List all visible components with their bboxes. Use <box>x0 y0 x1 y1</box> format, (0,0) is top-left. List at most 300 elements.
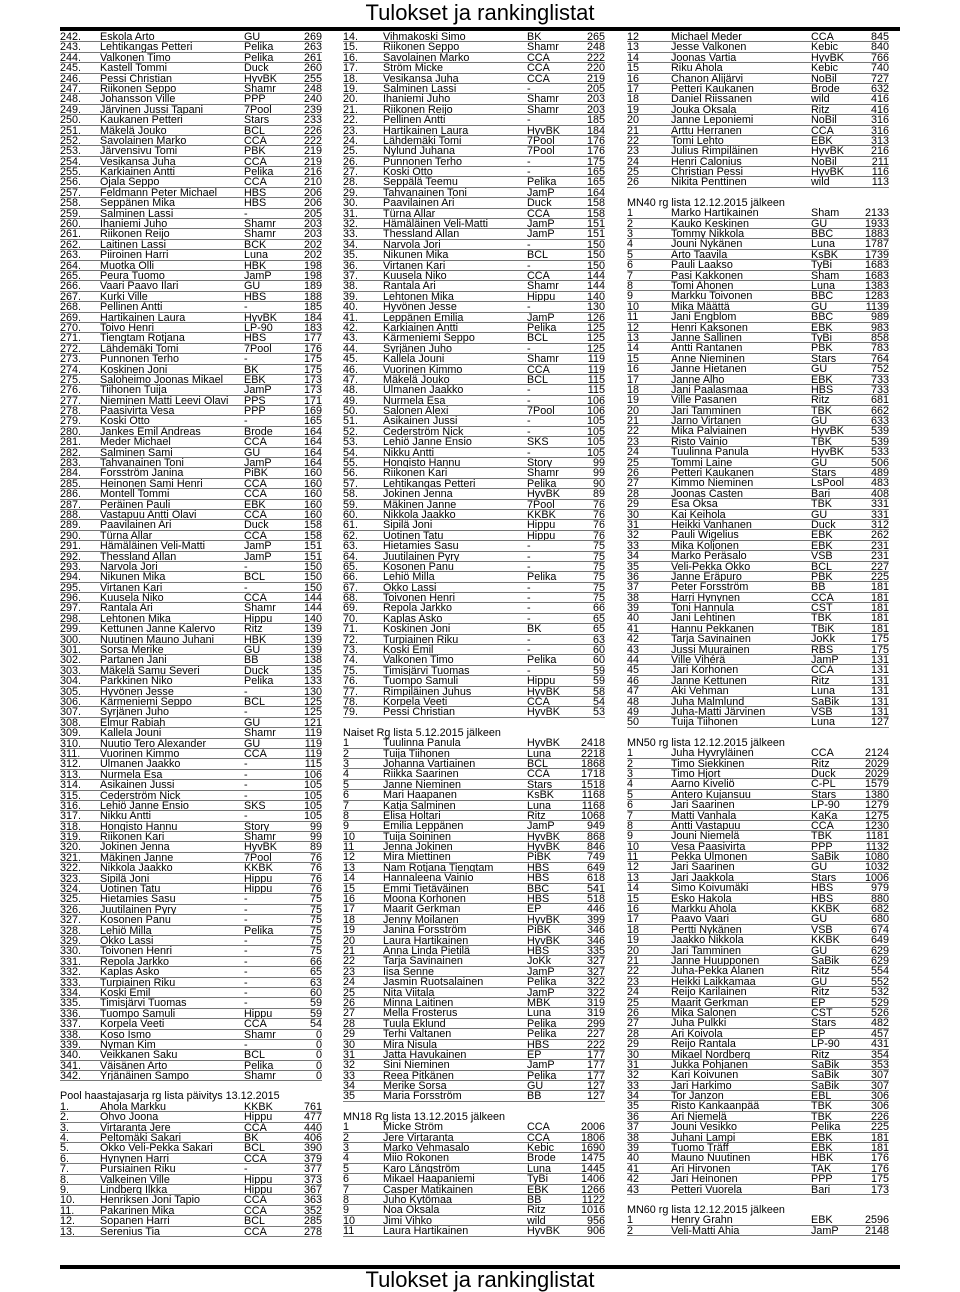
ranking-row <box>60 687 322 697</box>
ranking-row <box>343 998 605 1008</box>
ranking-row <box>60 1030 322 1040</box>
ranking-row <box>60 219 322 229</box>
club-cell: SaBik <box>811 852 840 862</box>
ranking-row <box>627 593 889 603</box>
rank-cell: 272. <box>60 343 82 354</box>
points-cell: 127 <box>586 1081 605 1091</box>
rank-cell: 42. <box>343 322 359 333</box>
points-cell: 539 <box>870 436 889 447</box>
player-name-cell: Kallela Jouni <box>100 728 162 738</box>
player-name-cell: Virtaranta Jere <box>100 1122 171 1133</box>
player-name-cell: Lehtikangas Petteri <box>383 478 476 489</box>
points-cell: 164 <box>303 458 322 468</box>
rank-cell: 336. <box>60 1008 82 1019</box>
player-name-cell: Yrjänäinen Sampo <box>100 1071 189 1081</box>
rank-cell: 31 <box>627 1059 640 1070</box>
points-cell: 140 <box>303 613 322 624</box>
points-cell: 175 <box>586 156 605 167</box>
ranking-row <box>343 738 605 748</box>
player-name-cell: Peltomäki Sakari <box>100 1133 182 1143</box>
club-cell: - <box>527 239 531 250</box>
club-cell: - <box>527 167 531 177</box>
club-cell: BCL <box>244 1216 266 1226</box>
ranking-row <box>343 832 605 842</box>
player-name-cell: Jani Paalasmaa <box>671 384 748 395</box>
player-name-cell: Emmi Tietäväinen <box>383 883 469 894</box>
points-cell: 99 <box>592 458 605 468</box>
ranking-row <box>60 801 322 811</box>
ranking-row <box>60 894 322 904</box>
player-name-cell: Seppälä Teemu <box>383 177 458 187</box>
rank-cell: 30 <box>627 1049 640 1059</box>
player-name-cell: Miio Rokonen <box>383 1153 450 1163</box>
player-name-cell: Minna Laitinen <box>383 997 454 1008</box>
ranking-row <box>60 739 322 749</box>
rank-cell: 281. <box>60 437 82 447</box>
ranking-row <box>627 63 889 73</box>
ranking-row <box>60 1061 322 1071</box>
rank-cell: 310. <box>60 738 82 748</box>
points-cell: 285 <box>303 1216 322 1226</box>
player-name-cell: Kurki Ville <box>100 291 148 302</box>
player-name-cell: Reea Pitkänen <box>383 1070 454 1081</box>
points-cell: 76 <box>309 863 322 873</box>
rank-cell: 14 <box>627 52 640 63</box>
ranking-row <box>627 343 889 353</box>
player-name-cell: Kuusela Niko <box>383 270 447 281</box>
player-name-cell: Maria Forsström <box>383 1091 462 1101</box>
player-name-cell: Janne Leponiemi <box>671 115 754 125</box>
player-name-cell: Juha Hyvryläinen <box>671 748 754 758</box>
player-name-cell: Risto Kankaanpää <box>671 1101 760 1111</box>
rank-cell: 30. <box>343 198 359 208</box>
player-name-cell: Juhani Lampi <box>671 1132 736 1143</box>
club-cell: - <box>527 603 531 613</box>
points-cell: 263 <box>303 42 322 52</box>
club-cell: - <box>244 935 248 946</box>
rank-cell: 35 <box>627 561 640 571</box>
points-cell: 390 <box>303 1143 322 1153</box>
player-name-cell: Elisa Holtari <box>383 810 441 821</box>
ranking-row <box>627 572 889 582</box>
club-cell: GU <box>811 416 828 426</box>
ranking-row <box>343 635 605 645</box>
points-cell: 227 <box>586 1029 605 1039</box>
rank-cell: 291. <box>60 541 82 551</box>
player-name-cell: Jenny Moilanen <box>383 914 459 925</box>
player-name-cell: Lehiö Milla <box>100 925 152 935</box>
ranking-row <box>627 489 889 499</box>
rank-cell: 334. <box>60 987 82 998</box>
player-name-cell: Sopanen Harri <box>100 1216 170 1226</box>
club-cell: C-PL <box>811 779 836 789</box>
player-name-cell: Peter Forsström <box>671 582 749 592</box>
points-cell: 1445 <box>580 1163 605 1174</box>
player-name-cell: Mikael Haapaniemi <box>383 1174 475 1184</box>
club-cell: - <box>244 561 248 572</box>
rank-cell: 38. <box>343 281 359 291</box>
player-name-cell: Jouka Oksala <box>671 104 737 115</box>
points-cell: 983 <box>870 322 889 332</box>
points-cell: 164 <box>303 437 322 447</box>
player-name-cell: Serenius Tia <box>100 1226 161 1236</box>
ranking-row <box>60 229 322 239</box>
ranking-row <box>343 1216 605 1226</box>
club-cell: Duck <box>244 63 269 73</box>
points-cell: 173 <box>303 374 322 385</box>
club-cell: wild <box>811 177 830 187</box>
points-cell: 2029 <box>865 758 889 768</box>
points-cell: 840 <box>870 42 889 52</box>
rank-cell: 47 <box>627 686 640 696</box>
points-cell: 125 <box>586 333 605 343</box>
club-cell: - <box>244 707 248 717</box>
rank-cell: 330. <box>60 946 82 956</box>
points-cell: 177 <box>586 1070 605 1081</box>
player-name-cell: Savolainen Marko <box>100 135 187 146</box>
rank-cell: 3 <box>627 768 634 779</box>
player-name-cell: Elmur Rabiah <box>100 717 166 728</box>
ranking-row <box>343 873 605 883</box>
club-cell: Story <box>244 821 270 832</box>
points-cell: 54 <box>309 1019 322 1029</box>
section-title: MN40 rg lista 12.12.2015 jälkeen <box>627 196 785 209</box>
player-name-cell: Ojala Seppo <box>100 177 160 187</box>
ranking-row <box>627 105 889 115</box>
club-cell: EBK <box>244 374 266 385</box>
club-cell: TBK <box>811 613 832 623</box>
club-cell: - <box>527 395 531 406</box>
ranking-row <box>627 333 889 343</box>
player-name-cell: Thessland Allan <box>100 551 177 561</box>
club-cell: EBK <box>811 1132 833 1143</box>
rank-cell: 9 <box>627 291 634 301</box>
ranking-row <box>60 458 322 468</box>
points-cell: 1690 <box>580 1143 605 1153</box>
club-cell: KaKa <box>811 810 838 820</box>
points-cell: 1139 <box>865 301 889 312</box>
player-name-cell: Koski Emil <box>383 645 434 655</box>
points-cell: 75 <box>592 551 605 561</box>
club-cell: SKS <box>527 437 549 447</box>
points-cell: 1933 <box>865 218 889 229</box>
ranking-row <box>60 926 322 936</box>
points-cell: 202 <box>303 250 322 260</box>
rank-cell: 20 <box>627 405 640 416</box>
ranking-row <box>343 1164 605 1174</box>
rank-cell: 68. <box>343 593 359 603</box>
player-name-cell: Jussi Muurainen <box>671 644 750 655</box>
ranking-row <box>627 84 889 94</box>
rank-cell: 31 <box>627 519 640 530</box>
club-cell: - <box>527 302 531 312</box>
rank-cell: 26 <box>343 997 356 1008</box>
club-cell: VSB <box>811 924 833 935</box>
ranking-row <box>343 884 605 894</box>
club-cell: Pelika <box>527 572 557 582</box>
player-name-cell: Paavo Vaari <box>671 914 730 924</box>
club-cell: Pelika <box>244 676 274 686</box>
player-name-cell: Jouni Vesikko <box>671 1122 738 1132</box>
ranking-row <box>60 94 322 104</box>
club-cell: Luna <box>811 717 836 727</box>
ranking-row <box>343 977 605 987</box>
points-cell: 205 <box>586 83 605 94</box>
club-cell: 7Pool <box>244 104 272 115</box>
rank-cell: 287. <box>60 499 82 509</box>
rank-cell: 76. <box>343 676 359 686</box>
player-name-cell: Hyvönen Jesse <box>383 302 457 312</box>
points-cell: 105 <box>303 811 322 821</box>
rank-cell: 319. <box>60 832 82 842</box>
player-name-cell: Riikonen Reijo <box>383 104 453 115</box>
ranking-row <box>343 427 605 437</box>
player-name-cell: Reijo Karilainen <box>671 987 747 997</box>
rank-cell: 18 <box>627 94 640 104</box>
ranking-row <box>60 531 322 541</box>
club-cell: GU <box>244 447 261 458</box>
points-cell: 406 <box>303 1133 322 1143</box>
rank-cell: 328. <box>60 925 82 935</box>
player-name-cell: Jimi Vihko <box>383 1215 433 1226</box>
rank-cell: 28 <box>343 1018 356 1029</box>
points-cell: 1080 <box>865 852 889 862</box>
rank-cell: 317. <box>60 811 82 821</box>
club-cell: SaBik <box>811 1059 840 1070</box>
player-name-cell: Timo Hjort <box>671 768 721 779</box>
points-cell: 119 <box>304 728 322 738</box>
rank-cell: 11 <box>627 852 639 862</box>
club-cell: PPP <box>811 841 833 852</box>
ranking-row <box>60 437 322 447</box>
club-cell: Pelika <box>527 1070 557 1081</box>
points-cell: 115 <box>587 374 605 385</box>
club-cell: TBiK <box>811 623 835 634</box>
points-cell: 248 <box>586 42 605 52</box>
ranking-row <box>343 946 605 956</box>
club-cell: Brode <box>244 426 273 437</box>
club-cell: JamP <box>244 551 272 561</box>
player-name-cell: Veli-Pekka Okko <box>671 561 751 571</box>
rank-cell: 33 <box>627 540 640 551</box>
player-name-cell: Virtanen Kari <box>100 582 163 593</box>
points-cell: 1383 <box>865 280 889 291</box>
points-cell: 185 <box>303 302 322 312</box>
rank-cell: 48 <box>627 696 640 706</box>
player-name-cell: Juutilainen Pyry <box>383 551 460 561</box>
player-name-cell: Sipilä Joni <box>383 520 433 530</box>
player-name-cell: Mira Nisula <box>383 1039 437 1049</box>
ranking-row <box>60 749 322 759</box>
club-cell: Duck <box>244 520 269 530</box>
points-cell: 682 <box>870 904 889 914</box>
rank-cell: 10. <box>60 1195 76 1205</box>
rank-cell: 43. <box>343 333 359 343</box>
player-name-cell: Nurmela Esa <box>383 395 446 406</box>
points-cell: 629 <box>870 955 889 966</box>
club-cell: HBS <box>244 291 267 302</box>
rank-cell: 277. <box>60 395 82 406</box>
rank-cell: 324. <box>60 884 82 894</box>
rank-cell: 24 <box>627 156 640 167</box>
club-cell: - <box>527 613 531 624</box>
ranking-row <box>627 613 889 623</box>
player-name-cell: Korpela Veeti <box>383 697 448 707</box>
points-cell: 164 <box>303 447 322 458</box>
ranking-row <box>343 489 605 499</box>
points-cell: 1380 <box>865 789 889 800</box>
rank-cell: 316. <box>60 800 82 811</box>
ranking-row <box>343 624 605 634</box>
rank-cell: 301. <box>60 645 82 655</box>
points-cell: 99 <box>309 821 322 832</box>
points-cell: 222 <box>586 52 605 63</box>
ranking-row <box>343 32 605 42</box>
points-cell: 158 <box>586 198 605 208</box>
club-cell: JamP <box>244 385 272 395</box>
points-cell: 176 <box>870 1163 889 1174</box>
player-name-cell: Heikki Laikkamaa <box>671 976 756 987</box>
rank-cell: 303. <box>60 665 82 676</box>
rank-cell: 17. <box>343 63 359 73</box>
club-cell: RBS <box>811 644 834 655</box>
points-cell: 113 <box>871 177 889 187</box>
rank-cell: 32. <box>343 219 359 229</box>
club-cell: HBK <box>244 634 267 645</box>
points-cell: 1518 <box>580 779 605 790</box>
ranking-row <box>627 1164 889 1174</box>
club-cell: GU <box>811 862 828 872</box>
points-cell: 150 <box>303 582 322 593</box>
player-name-cell: Lehtonen Mika <box>100 613 171 624</box>
points-cell: 373 <box>303 1174 322 1184</box>
player-name-cell: Lehtikangas Petteri <box>100 42 193 52</box>
player-name-cell: Janne Nieminen <box>383 779 462 790</box>
player-name-cell: Maarit Gerkman <box>383 904 461 914</box>
player-name-cell: Antti Vastapuu <box>671 820 741 831</box>
points-cell: 1787 <box>865 239 889 249</box>
rank-cell: 6. <box>60 1153 70 1164</box>
points-cell: 119 <box>587 354 605 364</box>
points-cell: 63 <box>309 977 322 987</box>
rank-cell: 2 <box>627 1225 634 1236</box>
rank-cell: 268. <box>60 302 82 312</box>
rank-cell: 38 <box>627 1132 640 1143</box>
ranking-row <box>627 883 889 893</box>
club-cell: CCA <box>244 1195 267 1205</box>
rank-cell: 34 <box>627 1091 640 1101</box>
ranking-row <box>60 572 322 582</box>
player-name-cell: Terhi Valtanen <box>383 1029 452 1039</box>
points-cell: 119 <box>587 364 605 374</box>
rank-cell: 31. <box>343 208 359 219</box>
club-cell: GU <box>811 457 828 468</box>
ranking-row <box>60 915 322 925</box>
player-name-cell: Henri Kaksonen <box>671 322 748 332</box>
rank-cell: 308. <box>60 717 82 728</box>
rank-cell: 327. <box>60 915 82 925</box>
player-name-cell: Sini Nieminen <box>383 1060 450 1070</box>
player-name-cell: Riikonen Reijo <box>100 229 170 239</box>
player-name-cell: Nuutinen Mauno Juhani <box>100 634 215 645</box>
ranking-row <box>343 365 605 375</box>
player-name-cell: Ulmanen Jaakko <box>100 759 181 769</box>
ranking-row <box>627 582 889 592</box>
rank-cell: 23 <box>627 976 640 987</box>
ranking-row <box>60 479 322 489</box>
club-cell: Kebic <box>811 42 839 52</box>
player-name-cell: Okko Veli-Pekka Sakari <box>100 1143 213 1153</box>
rank-cell: 35 <box>343 1091 356 1101</box>
club-cell: - <box>527 447 531 458</box>
points-cell: 76 <box>592 499 605 509</box>
ranking-row <box>343 1091 605 1101</box>
player-name-cell: Koso Ismo <box>100 1029 152 1039</box>
player-name-cell: Mäkelä Jouko <box>383 374 450 385</box>
points-cell: 1279 <box>865 800 889 810</box>
ranking-row <box>627 385 889 395</box>
player-name-cell: Timisjärvi Tuomas <box>383 665 470 676</box>
club-cell: Brode <box>527 1153 556 1163</box>
club-cell: Luna <box>527 1008 552 1018</box>
ranking-row <box>343 479 605 489</box>
points-cell: 160 <box>303 509 322 520</box>
club-cell: - <box>244 946 248 956</box>
player-name-cell: Kallela Jouni <box>383 354 445 364</box>
ranking-row <box>60 1112 322 1122</box>
player-name-cell: Hongisto Hannu <box>383 458 461 468</box>
player-name-cell: Julius Rimpiläinen <box>671 146 759 156</box>
points-cell: 231 <box>870 551 889 561</box>
ranking-row <box>627 136 889 146</box>
rank-cell: 2 <box>627 758 634 768</box>
rank-cell: 297. <box>60 603 82 613</box>
rank-cell: 16 <box>627 904 640 914</box>
player-name-cell: Narvola Jori <box>100 561 158 572</box>
ranking-row <box>343 250 605 260</box>
ranking-row <box>60 853 322 863</box>
ranking-row <box>60 791 322 801</box>
rank-cell: 49. <box>343 395 359 406</box>
ranking-section <box>343 32 605 718</box>
ranking-section <box>627 1205 889 1236</box>
club-cell: Hippu <box>527 530 556 541</box>
ranking-row <box>60 759 322 769</box>
rank-cell: 12 <box>343 852 356 862</box>
points-cell: 2148 <box>865 1225 889 1236</box>
rank-cell: 74. <box>343 655 359 665</box>
club-cell: - <box>527 665 531 676</box>
player-name-cell: Lehiö Janne Ensio <box>100 800 189 811</box>
rank-cell: 289. <box>60 520 82 530</box>
rank-cell: 299. <box>60 624 82 634</box>
player-name-cell: Pursiainen Riku <box>100 1164 176 1174</box>
points-cell: 269 <box>303 32 322 42</box>
points-cell: 335 <box>586 945 605 956</box>
club-cell: SaBik <box>811 955 840 966</box>
player-name-cell: Aki Vehman <box>671 686 729 696</box>
rank-cell: 42 <box>627 634 640 644</box>
points-cell: 1068 <box>580 810 605 821</box>
points-cell: 176 <box>870 1153 889 1163</box>
rank-cell: 296. <box>60 593 82 603</box>
points-cell: 105 <box>586 447 605 458</box>
player-name-cell: Jaakko Nikkola <box>671 935 744 945</box>
points-cell: 0 <box>315 1039 322 1050</box>
points-cell: 219 <box>303 156 322 167</box>
ranking-row <box>60 520 322 530</box>
club-cell: JoKk <box>811 634 836 644</box>
